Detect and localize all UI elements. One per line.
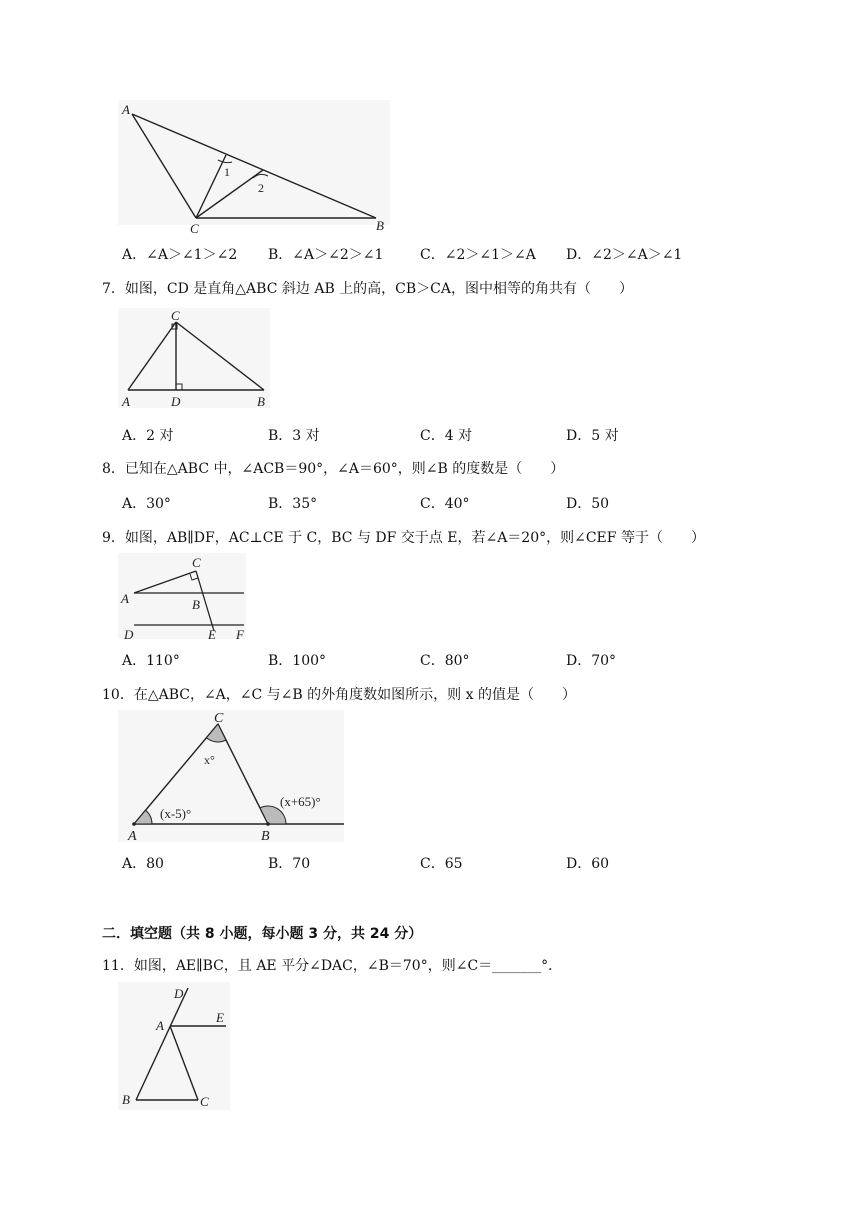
q9-label-e: E (208, 627, 216, 642)
q9-label-f: F (236, 627, 244, 642)
q9-text: 9．如图，AB∥DF，AC⊥CE 于 C，BC 与 DF 交于点 E，若∠A＝20°，则∠CEF 等于（ ） (102, 530, 705, 546)
q11-text: 11．如图，AE∥BC，且 AE 平分∠DAC，∠B＝70°，则∠C＝_______°． (102, 958, 563, 974)
q7-label-c: C (171, 308, 180, 323)
q9-label-b: B (192, 597, 200, 612)
q11-label-a: A (156, 1018, 164, 1033)
q10-option-b: B．70 (268, 856, 311, 872)
q10-text: 10．在△ABC，∠A，∠C 与∠B 的外角度数如图所示，则 x 的值是（ ） (102, 687, 576, 703)
q10-option-d: D．60 (566, 856, 610, 872)
q6-option-b: B．∠A＞∠2＞∠1 (268, 247, 384, 263)
q6-label-b: B (376, 218, 384, 233)
q6-option-d: D．∠2＞∠A＞∠1 (566, 247, 683, 263)
q8-option-b: B．35° (268, 496, 318, 512)
q10-figure (118, 710, 348, 845)
section-2-title: 二．填空题（共 8 小题，每小题 3 分，共 24 分） (102, 926, 423, 942)
q6-option-c: C．∠2＞∠1＞∠A (420, 247, 536, 263)
q9-option-a: A．110° (122, 653, 180, 669)
q6-label-1: 1 (224, 165, 230, 179)
q10-label-a: A (128, 829, 137, 844)
q7-option-d: D．5 对 (566, 428, 619, 444)
q6-option-a: A．∠A＞∠1＞∠2 (122, 247, 238, 263)
q6-label-a: A (122, 102, 130, 117)
q10-label-c: C (214, 711, 224, 726)
q10-label-angle-c: x° (204, 753, 215, 767)
q9-figure (118, 553, 253, 645)
q10-label-b: B (261, 829, 270, 844)
q10-label-angle-a: (x-5)° (160, 806, 192, 821)
q6-figure (118, 100, 398, 235)
q8-option-a: A．30° (122, 496, 171, 512)
q9-option-c: C．80° (420, 653, 470, 669)
q7-label-b: B (257, 394, 265, 409)
q6-label-2: 2 (258, 181, 264, 195)
q7-figure (118, 308, 273, 410)
q10-option-c: C．65 (420, 856, 463, 872)
q11-label-e: E (216, 1010, 224, 1025)
q7-label-d: D (171, 394, 181, 409)
q10-label-angle-b: (x+65)° (280, 794, 321, 809)
q11-figure (118, 982, 233, 1112)
q7-option-b: B．3 对 (268, 428, 320, 444)
q9-label-a: A (121, 591, 129, 606)
q8-text: 8．已知在△ABC 中，∠ACB＝90°，∠A＝60°，则∠B 的度数是（ ） (102, 461, 565, 477)
q8-option-c: C．40° (420, 496, 470, 512)
q11-label-b: B (122, 1092, 130, 1107)
q6-label-c: C (190, 221, 199, 235)
q9-option-b: B．100° (268, 653, 327, 669)
q9-label-d: D (124, 627, 134, 642)
q7-option-c: C．4 对 (420, 428, 473, 444)
q7-option-a: A．2 对 (122, 428, 174, 444)
q8-option-d: D．50 (566, 496, 610, 512)
q9-option-d: D．70° (566, 653, 617, 669)
q7-text: 7．如图，CD 是直角△ABC 斜边 AB 上的高，CB＞CA，图中相等的角共有（ ） (102, 281, 634, 297)
q7-label-a: A (122, 394, 130, 409)
q11-label-d: D (174, 986, 184, 1001)
q11-label-c: C (200, 1094, 209, 1109)
q9-label-c: C (192, 555, 201, 570)
q10-option-a: A．80 (122, 856, 164, 872)
